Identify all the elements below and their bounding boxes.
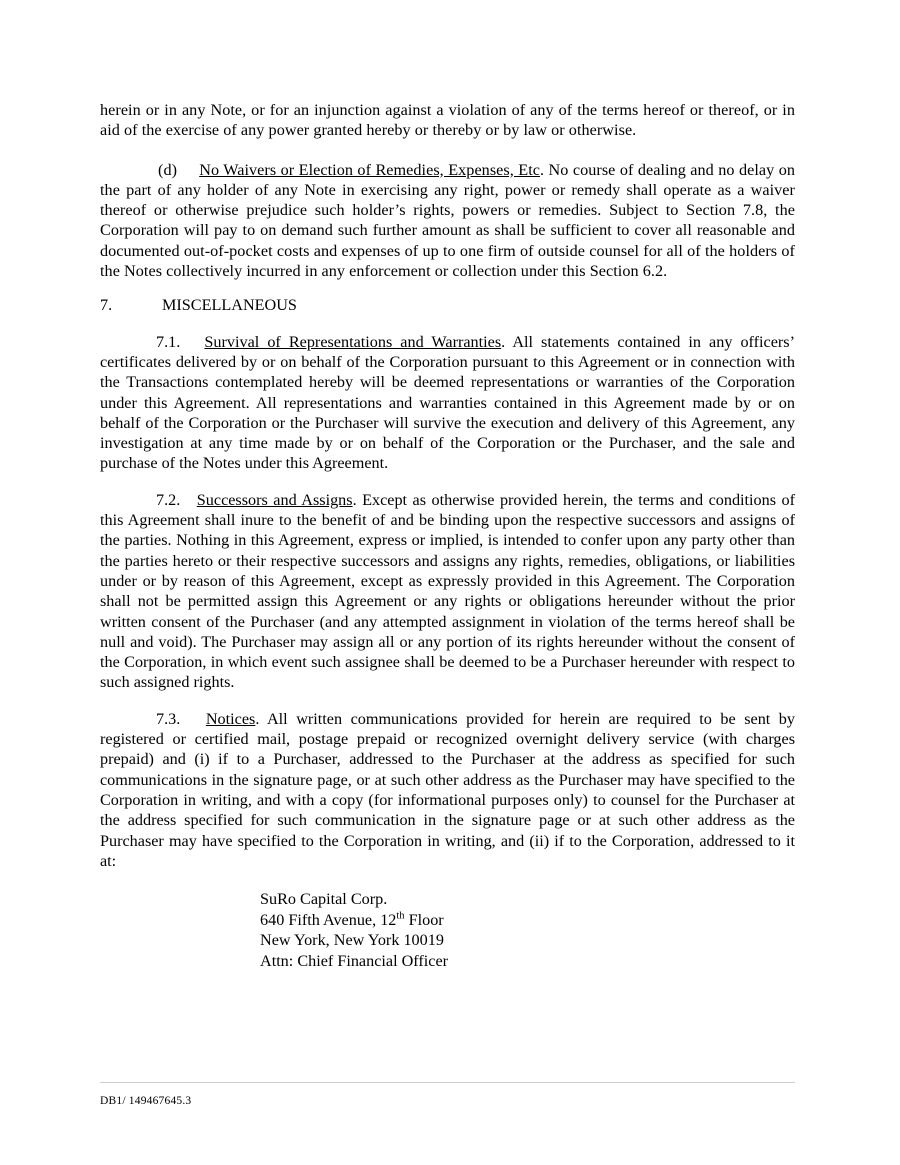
section-heading-7 (100, 295, 795, 315)
address-line-street (260, 910, 795, 931)
subsection-7-2-number: 7.2. (156, 490, 181, 509)
footer-divider (100, 1082, 795, 1083)
subsection-7-3 (100, 709, 795, 871)
address-line-company: SuRo Capital Corp. (260, 890, 388, 909)
clause-d-title: No Waivers or Election of Remedies, Expenses, Etc (199, 160, 541, 179)
address-street-pre: 640 Fifth Avenue, 12 (260, 910, 397, 929)
clause-d-paragraph (100, 160, 795, 282)
clause-d-body: . No course of dealing and no delay on the part of any holder of any Note in exercising any right, power or remedy shall operate as a waiver thereof or otherwise prejudice such holder’s rights, powers or remedies. Subject to Section 7.8, the Corporation will pay to on demand such further amount as shall be sufficient to cover all reasonable and documented out-of-pocket costs and expenses of up to one firm of outside counsel for all of the holders of the Notes collectively incurred in any enforcement or collection under this Section 6.2. (100, 160, 795, 281)
subsection-7-2-title: Successors and Assigns (196, 490, 353, 509)
section-number: 7. (100, 296, 113, 315)
address-street-ordinal: th (396, 910, 405, 922)
subsection-7-2 (100, 490, 795, 693)
subsection-7-1-title: Survival of Representations and Warranties (204, 332, 502, 351)
subsection-7-1 (100, 332, 795, 474)
subsection-7-2-body: . Except as otherwise provided herein, the terms and conditions of this Agreement shall inure to the benefit of and be binding upon the respective successors and assigns of the parties. Nothing in this Agreement, express or implied, is intended to confer upon any party other than the parties hereto or their respective successors and assigns any rights, remedies, obligations, or liabilities under or by reason of this Agreement, except as expressly provided in this Agreement. The Corporation shall not be permitted assign this Agreement or any rights or obligations hereunder without the prior written consent of the Purchaser (and any attempted assignment in violation of the terms hereof shall be null and void). The Purchaser may assign all or any portion of its rights hereunder without the consent of the Corporation, in which event such assignee shall be deemed to be a Purchaser hereunder with respect to such assigned rights. (100, 490, 796, 692)
paragraph-continuation: herein or in any Note, or for an injunction against a violation of any of the terms hereof or thereof, or in aid of the exercise of any power granted hereby or thereby or by law or otherwise. (100, 101, 795, 140)
subsection-7-3-title: Notices (205, 709, 256, 728)
notice-address-block (100, 889, 795, 971)
subsection-7-3-body: . All written communications provided for herein are required to be sent by registered or certified mail, postage prepaid or recognized overnight delivery service (with charges prepaid) and (i) if to a Purchaser, addressed to the Purchaser at the address as specified for such communications in the signature page, or at such other address as the Purchaser may have specified to the Corporation in writing, and with a copy (for informational purposes only) to counsel for the Purchaser at the address specified for such communication in the signature page or at such other address as the Purchaser may have specified to the Corporation in writing, and (ii) if to the Corporation, addressed to it at: (100, 709, 795, 870)
subsection-7-3-number: 7.3. (156, 709, 181, 728)
clause-d-marker: (d) (158, 160, 178, 179)
section-title: MISCELLANEOUS (162, 296, 297, 315)
address-line-city: New York, New York 10019 (260, 931, 444, 950)
address-street-post: Floor (404, 910, 444, 929)
document-footer-id: DB1/ 149467645.3 (100, 1095, 192, 1107)
address-line-attn: Attn: Chief Financial Officer (260, 951, 449, 970)
subsection-7-1-body: . All statements contained in any officers’ certificates delivered by or on behalf of the Corporation pursuant to this Agreement or in connection with the Transactions contemplated hereby will be deemed representations or warranties of the Corporation under this Agreement. All representations and warranties contained in this Agreement made by or on behalf of the Corporation or the Purchaser will survive the execution and delivery of this Agreement, any investigation at any time made by or on behalf of the Corporation or the Purchaser, and the sale and purchase of the Notes under this Agreement. (100, 332, 795, 473)
subsection-7-1-number: 7.1. (156, 332, 181, 351)
